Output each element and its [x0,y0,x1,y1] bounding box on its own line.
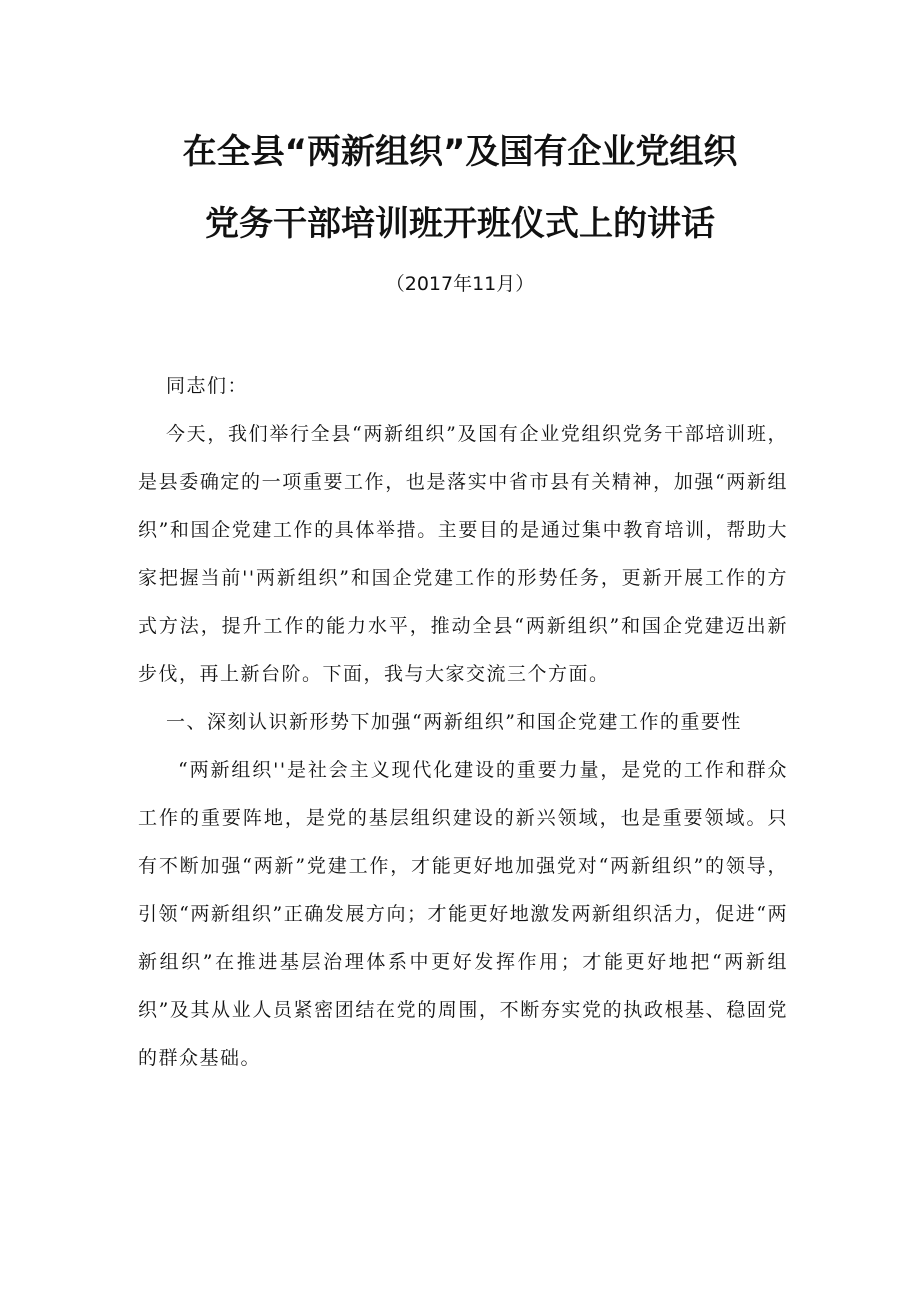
salutation: 同志们： [166,375,249,397]
section-heading-1: 一、深刻认识新形势下加强“两新组织”和国企党建工作的重要性 [166,711,742,733]
document-body [138,362,788,1082]
document-date: （2017年11月） [385,273,535,295]
document-title-line-2: 党务干部培训班开班仪式上的讲话 [205,204,715,244]
paragraph-intro: 今天，我们举行全县“两新组织”及国有企业党组织党务干部培训班，是县委确定的一项重要工作，也是落实中省市县有关精神，加强“两新组织”和国企党建工作的具体举措。主要目的是通过集中教育培训，帮助大家把握当前''两新组织”和国企党建工作的形势任务，更新开展工作的方式方法，提升工作的能力水平，推动全县“两新组织”和国企党建迈出新步伐，再上新台阶。下面，我与大家交流三个方面。 [138,423,788,685]
paragraph-section-1: “两新组织''是社会主义现代化建设的重要力量，是党的工作和群众工作的重要阵地，是党的基层组织建设的新兴领域，也是重要领域。只有不断加强“两新”党建工作，才能更好地加强党对“两新组织”的领导，引领“两新组织”正确发展方向；才能更好地激发两新组织活力，促进“两新组织”在推进基层治理体系中更好发挥作用；才能更好地把“两新组织”及其从业人员紧密团结在党的周围，不断夯实党的执政根基、稳固党的群众基础。 [138,759,788,1069]
document-title-line-1: 在全县“两新组织”及国有企业党组织 [182,132,738,172]
